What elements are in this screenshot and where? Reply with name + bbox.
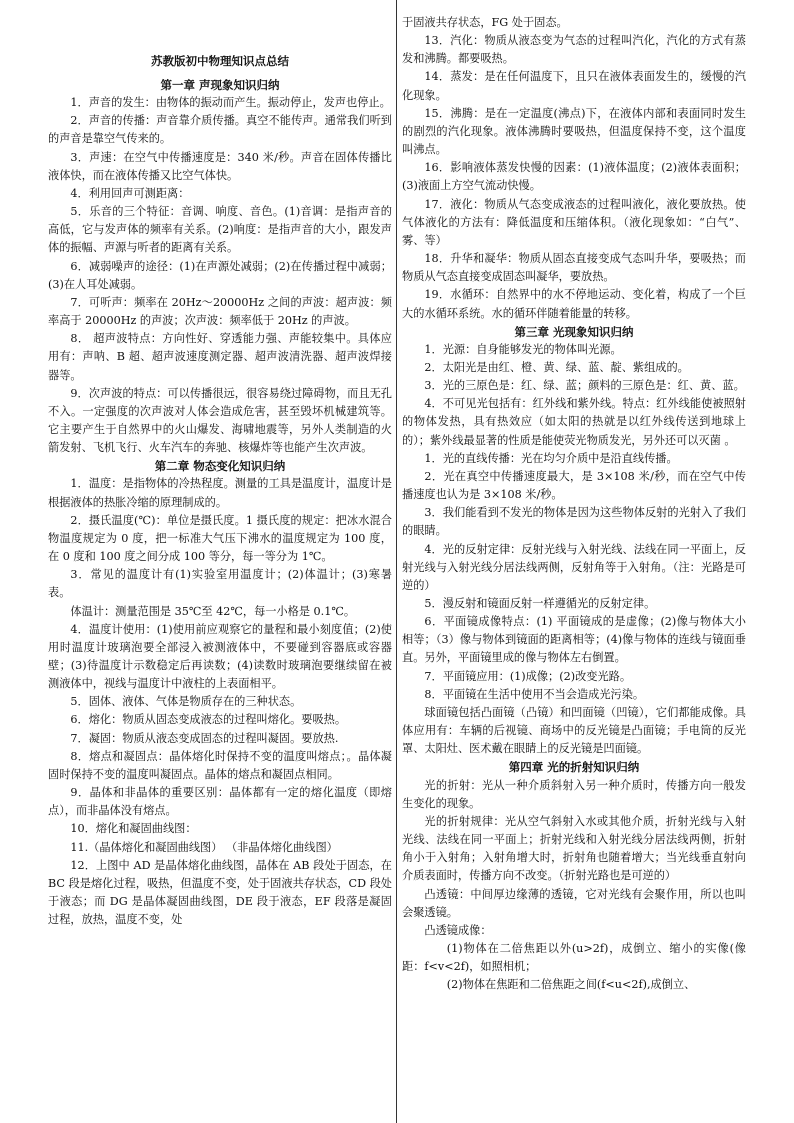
- paragraph: 3．我们能看到不发光的物体是因为这些物体反射的光射入了我们的眼睛。: [402, 506, 746, 538]
- paragraph: 光的折射规律：光从空气斜射入水或其他介质，折射光线与入射光线、法线在同一平面上；折射光线和入射光线分居法线两侧，折射角小于入射角；入射角增大时，折射角也随着增大；当光线垂直射向介质表面时，传播方向不改变。（折射光路也是可逆的）: [402, 814, 746, 883]
- paragraph: 5．固体、液体、气体是物质存在的三种状态。: [70, 695, 302, 709]
- paragraph: 4．温度计使用：(1)使用前应观察它的量程和最小刻度值；(2)使用时温度计玻璃泡要全部浸入被测液体中，不要碰到容器底或容器壁；(3)待温度计示数稳定后再读数；(4)读数时玻璃泡要继续留在被测液体中，视线与温度计中液柱的上表面相平。: [48, 622, 392, 691]
- paragraph: 9．次声波的特点：可以传播很远，很容易绕过障碍物，而且无孔不入。一定强度的次声波对人体会造成危害，甚至毁坏机械建筑等。它主要产生于自然界中的火山爆发、海啸地震等，另外人类制造的火箭发射、飞机飞行、火车汽车的奔驰、核爆炸等也能产生次声波。: [48, 386, 392, 455]
- paragraph: 6．减弱噪声的途径：(1)在声源处减弱；(2)在传播过程中减弱；(3)在人耳处减弱。: [48, 259, 392, 291]
- paragraph: 凸透镜成像：: [424, 923, 492, 937]
- paragraph: 2．声音的传播：声音靠介质传播。真空不能传声。通常我们听到的声音是靠空气传来的。: [48, 114, 392, 146]
- paragraph: 1．光源：自身能够发光的物体叫光源。: [424, 342, 622, 356]
- paragraph: 15．沸腾：是在一定温度(沸点)下，在液体内部和表面同时发生的剧烈的汽化现象。液体沸腾时要吸热，但温度保持不变，这个温度叫沸点。: [402, 106, 746, 157]
- paragraph: 光的折射：光从一种介质斜射入另一种介质时，传播方向一般发生变化的现象。: [402, 778, 746, 810]
- paragraph: 2．光在真空中传播速度最大，是 3×108 米/秒，而在空气中传播速度也认为是 3×108 米/秒。: [402, 469, 746, 502]
- paragraph: (1)物体在二倍焦距以外(u>2f)，成倒立、缩小的实像(像距：f<v<2f)，如照相机；: [402, 941, 746, 974]
- paragraph: 18．升华和凝华：物质从固态直接变成气态叫升华，要吸热；而物质从气态直接变成固态叫凝华，要放热。: [402, 252, 746, 284]
- paragraph: 球面镜包括凸面镜（凸镜）和凹面镜（凹镜），它们都能成像。具体应用有：车辆的后视镜、商场中的反光镜是凸面镜；手电筒的反光罩、太阳灶、医术戴在眼睛上的反光镜是凹面镜。: [402, 705, 746, 756]
- paragraph: 4．不可见光包括有：红外线和紫外线。特点：红外线能使被照射的物体发热，具有热效应（如太阳的热就是以红外线传送到地球上的）；紫外线最显著的性质是能使荧光物质发光，另外还可以灭菌 。: [402, 397, 746, 447]
- paragraph: 7．凝固：物质从液态变成固态的过程叫凝固。要放热.: [70, 731, 339, 745]
- paragraph: 于固液共存状态，FG 处于固态。: [402, 16, 568, 29]
- paragraph: 19．水循环：自然界中的水不停地运动、变化着，构成了一个巨大的水循环系统。水的循环伴随着能量的转移。: [402, 288, 746, 320]
- paragraph: 8．熔点和凝固点：晶体熔化时保持不变的温度叫熔点；。晶体凝固时保持不变的温度叫凝固点。晶体的熔点和凝固点相同。: [48, 749, 392, 781]
- paragraph: 14．蒸发：是在任何温度下，且只在液体表面发生的，缓慢的汽化现象。: [402, 70, 746, 102]
- paragraph: 3．光的三原色是：红、绿、蓝；颜料的三原色是：红、黄、蓝。: [424, 379, 745, 393]
- left-column-body: [48, 76, 392, 929]
- paragraph: 3．常见的温度计有(1)实验室用温度计；(2)体温计；(3)寒暑表。: [48, 568, 392, 600]
- paragraph: 1．温度：是指物体的冷热程度。测量的工具是温度计，温度计是根据液体的热胀冷缩的原理制成的。: [48, 477, 392, 509]
- chapter-heading: 第二章 物态变化知识归纳: [154, 459, 286, 474]
- right-column-body: [402, 14, 746, 994]
- paragraph: 8． 超声波特点：方向性好、穿透能力强、声能较集中。具体应用有：声呐、B 超、超声波速度测定器、超声波清洗器、超声波焊接器等。: [48, 332, 392, 382]
- paragraph: 6．熔化：物质从固态变成液态的过程叫熔化。要吸热。: [70, 713, 347, 727]
- paragraph: 4．光的反射定律：反射光线与入射光线、法线在同一平面上，反射光线与入射光线分居法线两侧，反射角等于入射角。（注：光路是可逆的）: [402, 542, 746, 592]
- paragraph: 16．影响液体蒸发快慢的因素：(1)液体温度；(2)液体表面积；(3)液面上方空气流动快慢。: [402, 161, 746, 193]
- chapter-heading: 第一章 声现象知识归纳: [160, 78, 280, 92]
- right-column: [402, 14, 746, 994]
- paragraph: 3．声速：在空气中传播速度是：340 米/秒。声音在固体传播比液体快，而在液体传播又比空气体快。: [48, 150, 392, 182]
- paragraph: 凸透镜：中间厚边缘薄的透镜，它对光线有会聚作用，所以也叫会聚透镜。: [402, 887, 746, 919]
- paragraph: 13．汽化：物质从液态变为气态的过程叫汽化，汽化的方式有蒸发和沸腾。都要吸热。: [402, 34, 746, 66]
- paragraph: 体温计：测量范围是 35℃至 42℃，每一小格是 0.1℃。: [70, 604, 356, 618]
- paragraph: 5．漫反射和镜面反射一样遵循光的反射定律。: [424, 597, 656, 610]
- paragraph: 6．平面镜成像特点：(1) 平面镜成的是虚像；(2)像与物体大小相等；（3）像与物体到镜面的距离相等；(4)像与物体的连线与镜面垂直。另外，平面镜里成的像与物体左右倒置。: [402, 615, 746, 665]
- paragraph: 17．液化：物质从气态变成液态的过程叫液化，液化要放热。使气体液化的方法有：降低温度和压缩体积。（液化现象如：“白气”、雾、等）: [402, 197, 746, 247]
- paragraph: 2．摄氏温度(℃)：单位是摄氏度。1 摄氏度的规定：把冰水混合物温度规定为 0 度，把一标准大气压下沸水的温度规定为 100 度，在 0 度和 100 度之间分成 100 等分，每一等分为 1℃。: [48, 513, 392, 564]
- paragraph: 2．太阳光是由红、橙、黄、绿、蓝、靛、紫组成的。: [424, 360, 689, 374]
- column-divider: [396, 0, 397, 1123]
- paragraph: 8．平面镜在生活中使用不当会造成光污染。: [424, 687, 645, 701]
- paragraph: 4．利用回声可测距离：: [70, 186, 190, 200]
- paragraph: 7．可听声：频率在 20Hz～20000Hz 之间的声波：超声波：频率高于 20000Hz 的声波；次声波：频率低于 20Hz 的声波。: [48, 295, 392, 328]
- paragraph: 5．乐音的三个特征：音调、响度、音色。(1)音调：是指声音的高低，它与发声体的频率有关系。(2)响度：是指声音的大小，跟发声体的振幅、声源与听者的距离有关系。: [48, 205, 392, 255]
- paragraph: 1．声音的发生：由物体的振动而产生。振动停止，发声也停止。: [70, 96, 391, 110]
- chapter-heading: 第三章 光现象知识归纳: [514, 324, 634, 339]
- paragraph: 7．平面镜应用：(1)成像；(2)改变光路。: [424, 669, 632, 683]
- chapter-heading: 第四章 光的折射知识归纳: [508, 760, 640, 775]
- paragraph: 12．上图中 AD 是晶体熔化曲线图，晶体在 AB 段处于固态，在 BC 段是熔化过程，吸热，但温度不变，处于固液共存状态，CD 段处于液态；而 DG 是晶体凝固曲线图，DE 段于液态，EF 段落是凝固过程，放热，温度不变，处: [48, 858, 392, 927]
- left-column: [48, 38, 392, 929]
- paragraph: 10．熔化和凝固曲线图：: [70, 822, 197, 836]
- paragraph: 1．光的直线传播：光在均匀介质中是沿直线传播。: [424, 451, 678, 465]
- document-title: 苏教版初中物理知识点总结: [151, 54, 289, 68]
- paragraph: 9．晶体和非晶体的重要区别：晶体都有一定的熔化温度（即熔点），而非晶体没有熔点。: [48, 786, 392, 818]
- paragraph: (2)物体在焦距和二倍焦距之间(f<u<2f),成倒立、: [446, 978, 696, 992]
- paragraph: 11.（晶体熔化和凝固曲线图） （非晶体熔化曲线图）: [70, 840, 338, 854]
